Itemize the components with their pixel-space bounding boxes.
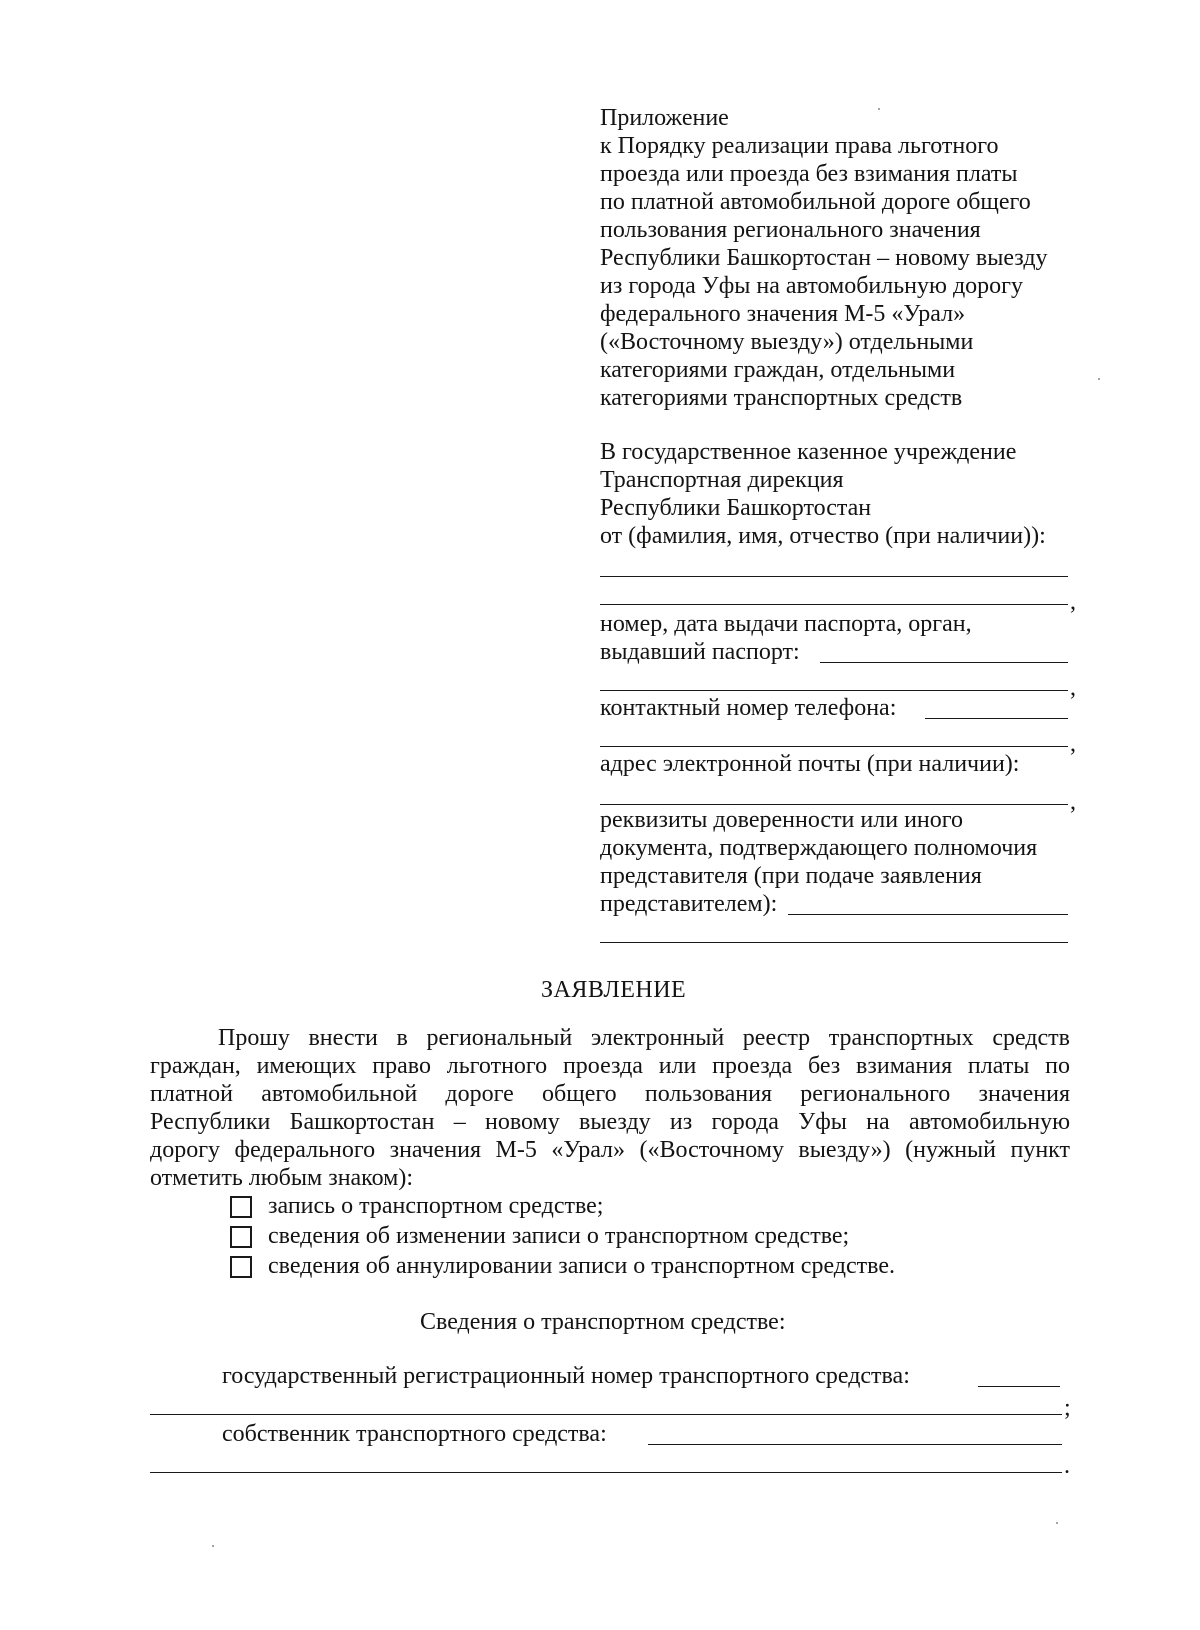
addressee-line: Республики Башкортостан xyxy=(600,495,872,521)
scan-speck xyxy=(1098,378,1100,380)
comma-mark: , xyxy=(1070,589,1076,615)
appendix-line: Республики Башкортостан – новому выезду xyxy=(600,245,1048,271)
phone-field[interactable] xyxy=(925,718,1068,719)
body-line: платной автомобильной дороге общего пользования регионального значения xyxy=(150,1081,1070,1107)
email-label: адрес электронной почты (при наличии): xyxy=(600,751,1020,777)
appendix-line: федерального значения М-5 «Урал» xyxy=(600,301,966,327)
body-line: Прошу внести в региональный электронный реестр транспортных средств xyxy=(218,1025,1070,1051)
passport-label: выдавший паспорт: xyxy=(600,639,800,665)
appendix-line: пользования регионального значения xyxy=(600,217,981,243)
representative-field-line2[interactable] xyxy=(600,942,1068,943)
addressee-line: В государственное казенное учреждение xyxy=(600,439,1017,465)
scan-speck xyxy=(878,108,880,110)
phone-field-line2[interactable] xyxy=(600,746,1068,747)
representative-label-line: реквизиты доверенности или иного xyxy=(600,807,963,833)
option-change-checkbox[interactable] xyxy=(230,1226,252,1248)
representative-field[interactable] xyxy=(788,914,1068,915)
option-cancel-label: сведения об аннулировании записи о транспортном средстве. xyxy=(268,1253,895,1279)
email-field[interactable] xyxy=(600,804,1068,805)
appendix-line: по платной автомобильной дороге общего xyxy=(600,189,1031,215)
addressee-line: Транспортная дирекция xyxy=(600,467,844,493)
body-line: дорогу федерального значения М-5 «Урал» («Восточному выезду») (нужный пункт xyxy=(150,1137,1070,1163)
option-record-label: запись о транспортном средстве; xyxy=(268,1193,604,1219)
body-line: Республики Башкортостан – новому выезду из города Уфы на автомобильную xyxy=(150,1109,1070,1135)
option-record-checkbox[interactable] xyxy=(230,1196,252,1218)
body-line-last: отметить любым знаком): xyxy=(150,1165,414,1191)
passport-field[interactable] xyxy=(820,662,1068,663)
reg-number-label: государственный регистрационный номер транспортного средства: xyxy=(222,1363,910,1389)
option-change-label: сведения об изменении записи о транспортном средстве; xyxy=(268,1223,850,1249)
comma-mark: , xyxy=(1070,675,1076,701)
passport-label-line2 xyxy=(600,638,800,666)
representative-label-line: представителя (при подаче заявления xyxy=(600,863,982,889)
option-cancel-checkbox[interactable] xyxy=(230,1256,252,1278)
full-name-field-line2[interactable] xyxy=(600,604,1068,605)
owner-field-line2[interactable] xyxy=(150,1472,1062,1473)
appendix-line: из города Уфы на автомобильную дорогу xyxy=(600,273,1023,299)
appendix-line: («Восточному выезду») отдельными xyxy=(600,329,974,355)
comma-mark: , xyxy=(1070,731,1076,757)
appendix-line: категориями транспортных средств xyxy=(600,385,963,411)
comma-mark: , xyxy=(1070,789,1076,815)
owner-label: собственник транспортного средства: xyxy=(222,1421,607,1447)
scan-speck xyxy=(212,1545,214,1547)
appendix-line: проезда или проезда без взимания платы xyxy=(600,161,1018,187)
passport-label-line1: номер, дата выдачи паспорта, орган, xyxy=(600,611,972,637)
reg-number-field-line2[interactable] xyxy=(150,1414,1062,1415)
representative-label-line: документа, подтверждающего полномочия xyxy=(600,835,1038,861)
body-line: граждан, имеющих право льготного проезда или проезда без взимания платы по xyxy=(150,1053,1070,1079)
appendix-line: Приложение xyxy=(600,105,729,131)
statement-title: ЗАЯВЛЕНИЕ xyxy=(541,977,687,1003)
representative-label-line: представителем): xyxy=(600,891,778,917)
vehicle-heading: Сведения о транспортном средстве: xyxy=(420,1309,786,1335)
reg-number-field[interactable] xyxy=(978,1386,1060,1387)
period-mark: . xyxy=(1064,1453,1070,1479)
semicolon-mark: ; xyxy=(1064,1395,1071,1421)
from-label: от (фамилия, имя, отчество (при наличии)): xyxy=(600,523,1046,549)
phone-label: контактный номер телефона: xyxy=(600,695,897,721)
passport-field-line2[interactable] xyxy=(600,690,1068,691)
scan-speck xyxy=(1056,1522,1058,1524)
appendix-line: категориями граждан, отдельными xyxy=(600,357,956,383)
full-name-field-line1[interactable] xyxy=(600,576,1068,577)
owner-field[interactable] xyxy=(648,1444,1062,1445)
appendix-line: к Порядку реализации права льготного xyxy=(600,133,999,159)
